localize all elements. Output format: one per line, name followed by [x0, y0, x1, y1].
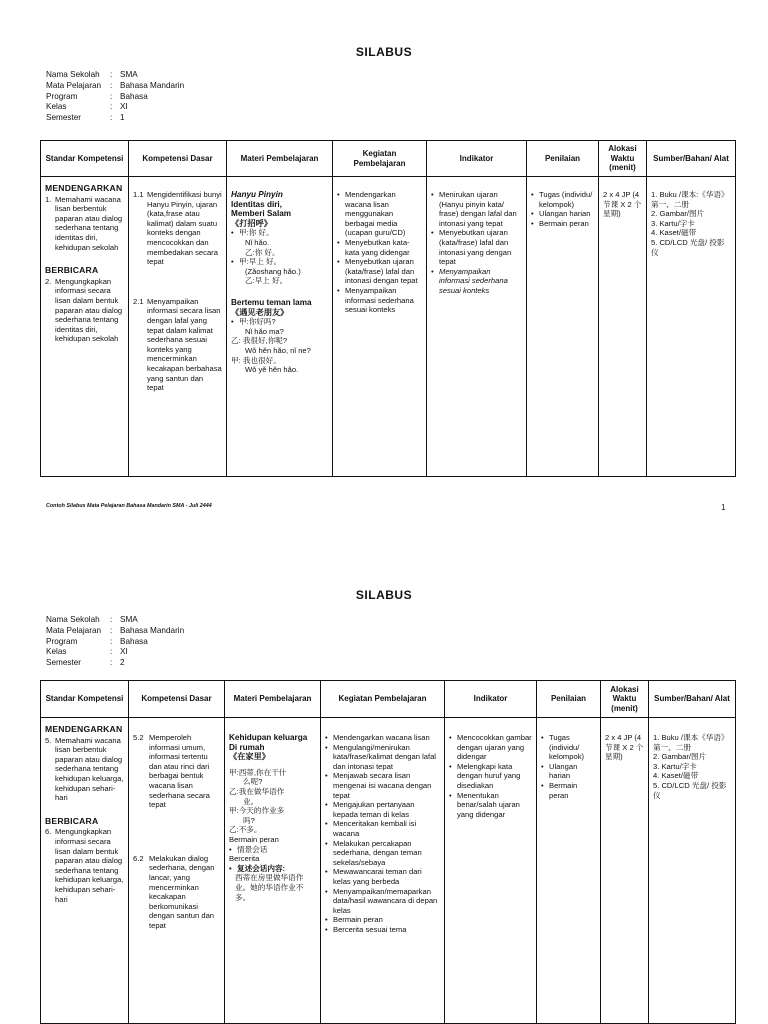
identity-block [46, 70, 184, 124]
syllabus-table [40, 680, 736, 1024]
cell-sumber [647, 177, 736, 477]
list-item: • Bermain peran [549, 781, 596, 800]
col-header: Sumber/Bahan/ Alat [647, 141, 736, 177]
list-item: • Mencocokkan gambar dengan ujaran yang didengar [457, 733, 532, 762]
list-item: • Bercerita sesuai tema [333, 925, 440, 935]
section-heading: MENDENGARKAN [45, 183, 123, 193]
col-header: Alokasi Waktu (menit) [601, 681, 649, 718]
meta-row-program: Program : Bahasa [46, 91, 148, 101]
cell-materi: Hanyu Pinyin Identitas diri, Memberi Salam 《打招呼》 • 甲:你 好。 Nǐ hǎo. 乙:你 好。 • 甲:早上 好。 (Zǎoshang hǎo.) 乙:早上 好。 Bertemu teman lama 《遇见老朋友》 • 甲:你好吗? Nǐ hǎo ma? 乙: 我很好,你呢? Wǒ hěn hǎo, nǐ ne? 甲: 我也很好。 Wǒ yě hěn hǎo. [227, 177, 333, 477]
list-item: 2. Gambar/图片 [651, 209, 705, 219]
list-item: • Menyampaikan/memaparkan data/hasil wawancara di depan kelas [333, 887, 440, 916]
cell-alokasi: 2 x 4 JP (4 节课 X 2 个星期) [599, 177, 647, 477]
cell-kegiatan [333, 177, 427, 477]
list-item: • Menjawab secara lisan mengenai isi wacana dengan tepat [333, 771, 440, 800]
list-item: • Melakukan percakapan sederhana, dengan teman sekelas/sebaya [333, 839, 440, 868]
list-item: • Mewawancarai teman dari kelas yang berbeda [333, 867, 440, 886]
col-header: Penilaian [537, 681, 601, 718]
syllabus-page-2 [0, 575, 768, 1024]
footer-note: Contoh Silabus Mata Pelajaran Bahasa Mandarin SMA - Juli 2444 [46, 503, 212, 509]
col-header: Penilaian [527, 141, 599, 177]
cell-kegiatan [321, 718, 445, 1024]
list-item: 1. Buku /课本《华语》第一、二册 [653, 733, 729, 752]
list-item: • Menyebutkan ujaran (kata/frase) lafal dan intonasi yang dengan tepat [439, 228, 522, 266]
list-item: 5. CD/LCD 光盘/ 投影仪 [651, 237, 725, 257]
section-heading: BERBICARA [45, 815, 99, 826]
meta-row-school: Nama Sekolah : SMA [46, 615, 138, 624]
list-item: • Menyampaikan informasi sederhana sesuai konteks [345, 286, 422, 315]
list-item: • Melengkapi kata dengan huruf yang disediakan [457, 762, 532, 791]
col-header: Kompetensi Dasar [129, 681, 225, 718]
meta-row-school: Nama Sekolah : SMA [46, 70, 138, 79]
list-item: • Menyampaikan informasi sederhana sesuai konteks [439, 267, 522, 296]
list-item: 4. Kaset/磁带 [651, 228, 697, 238]
col-header: Standar Kompetensi [41, 141, 129, 177]
meta-row-subject: Mata Pelajaran : Bahasa Mandarin [46, 625, 185, 635]
section-heading: MENDENGARKAN [45, 724, 123, 734]
cell-alokasi: 2 x 4 JP (4 节课 X 2 个星期) [601, 718, 649, 1024]
list-item: • Mendengarkan wacana lisan [333, 733, 440, 743]
list-item: 2. Gambar/图片 [653, 752, 707, 762]
col-header: Alokasi Waktu (menit) [599, 141, 647, 177]
table-row [41, 718, 736, 1024]
col-header: Materi Pembelajaran [225, 681, 321, 718]
page-title: SILABUS [355, 588, 413, 602]
list-item: 3. Kartu/字卡 [651, 218, 695, 228]
meta-row-program: Program : Bahasa [46, 636, 148, 646]
meta-row-semester: Semester : 1 [46, 113, 125, 123]
cell-standar-kompetensi: MENDENGARKAN 5. Memahami wacana lisan berbentuk paparan atau dialog sederhana tentang kehidupan keluarga, kehidupan sehari-hari BERBICARA 6. Mengungkapkan informasi secara lisan dalam bentuk paparan atau dialog sederhana tentang kehidupan keluarga, kehidupan sehari-hari [41, 718, 129, 1024]
list-item: • Bermain peran [333, 915, 440, 925]
col-header: Kegiatan Pembelajaran [333, 141, 427, 177]
list-item: • Ulangan harian [539, 209, 594, 219]
table-header-row [41, 141, 736, 177]
list-item: • Mengulangi/menirukan kata/frase/kalimat dengan lafal dan intonasi tepat [333, 743, 440, 772]
table-header-row [41, 681, 736, 718]
meta-row-subject: Mata Pelajaran : Bahasa Mandarin [46, 80, 185, 90]
page-title: SILABUS [355, 45, 413, 59]
meta-row-class: Kelas : XI [46, 102, 128, 112]
section-heading: BERBICARA [45, 265, 99, 276]
table-row [41, 177, 736, 477]
list-item: • Ulangan harian [549, 762, 596, 781]
col-header: Standar Kompetensi [41, 681, 129, 718]
cell-indikator [445, 718, 537, 1024]
col-header: Materi Pembelajaran [227, 141, 333, 177]
list-item: 1. Buku /课本:《华语》第一、二册 [651, 190, 729, 209]
cell-materi: Kehidupan keluarga Di rumah 《在家里》 甲:西蒂,你在干什 么呢? 乙:我在做华语作 业。 甲:今天的作业多 吗? 乙:不多。 Bermain peran • 情景会话 Bercerita • 复述会话内容: 西蒂在房里做华语作业。她的华语作业不多。 [225, 718, 321, 1024]
cell-kompetensi-dasar: 5.2 Memperoleh informasi umum, informasi tertentu dan atau rinci dari berbagai bentuk wacana lisan sederhana secara tepat 6.2 Melakukan dialog sederhana, dengan lancar, yang mencerminkan kecakapan berkomunikasi dengan santun dan tepat [129, 718, 225, 1024]
page-number: 1 [721, 503, 726, 512]
list-item: • Menirukan ujaran (Hanyu pinyin kata/ frase) dengan lafal dan intonasi yang tepat [439, 190, 522, 228]
cell-indikator [427, 177, 527, 477]
cell-penilaian [537, 718, 601, 1024]
list-item: 5. CD/LCD 光盘/ 投影仪 [653, 780, 727, 800]
meta-row-semester: Semester : 2 [46, 658, 125, 668]
list-item: • Tugas (individu/ kelompok) [549, 733, 596, 762]
list-item: • Menceritakan kembali isi wacana [333, 819, 440, 838]
cell-kompetensi-dasar: 1.1 Mengidentifikasi bunyi Hanyu Pinyin, ujaran (kata,frase atau kalimat) dalam suatu konteks dengan mencocokkan dan membedakan secara tepat 2.1 Menyampaikan informasi secara lisan dengan lafal yang tepat dalam kalimat sederhana sesuai konteks yang mencerminkan kecakapan berbahasa yang santun dan tepat [129, 177, 227, 477]
col-header: Kompetensi Dasar [129, 141, 227, 177]
list-item: • Menentukan benar/salah ujaran yang didengar [457, 791, 532, 820]
syllabus-table [40, 140, 736, 477]
col-header: Indikator [445, 681, 537, 718]
list-item: 4. Kaset/磁带 [653, 771, 699, 781]
col-header: Indikator [427, 141, 527, 177]
list-item: • Tugas (individu/ kelompok) [539, 190, 594, 209]
list-item: • Menyebutkan kata-kata yang didengar [345, 238, 422, 257]
cell-standar-kompetensi: MENDENGARKAN 1. Memahami wacana lisan berbentuk paparan atau dialog sederhana tentang identitas diri, kehidupan sekolah BERBICARA 2. Mengungkapkan informasi secara lisan dalam bentuk paparan atau dialog sederhana tentang identitas diri, kehidupan sekolah [41, 177, 129, 477]
list-item: • Mendengarkan wacana lisan menggunakan berbagai media (ucapan guru/CD) [345, 190, 422, 238]
cell-penilaian [527, 177, 599, 477]
identity-block [46, 615, 184, 669]
list-item: • Bermain peran [539, 219, 594, 229]
col-header: Kegiatan Pembelajaran [321, 681, 445, 718]
list-item: • Menyebutkan ujaran (kata/frase) lafal dan intonasi dengan tepat [345, 257, 422, 286]
cell-sumber [649, 718, 736, 1024]
list-item: • Mengajukan pertanyaan kepada teman di kelas [333, 800, 440, 819]
list-item: 3. Kartu/字卡 [653, 761, 697, 771]
col-header: Sumber/Bahan/ Alat [649, 681, 736, 718]
meta-row-class: Kelas : XI [46, 647, 128, 657]
